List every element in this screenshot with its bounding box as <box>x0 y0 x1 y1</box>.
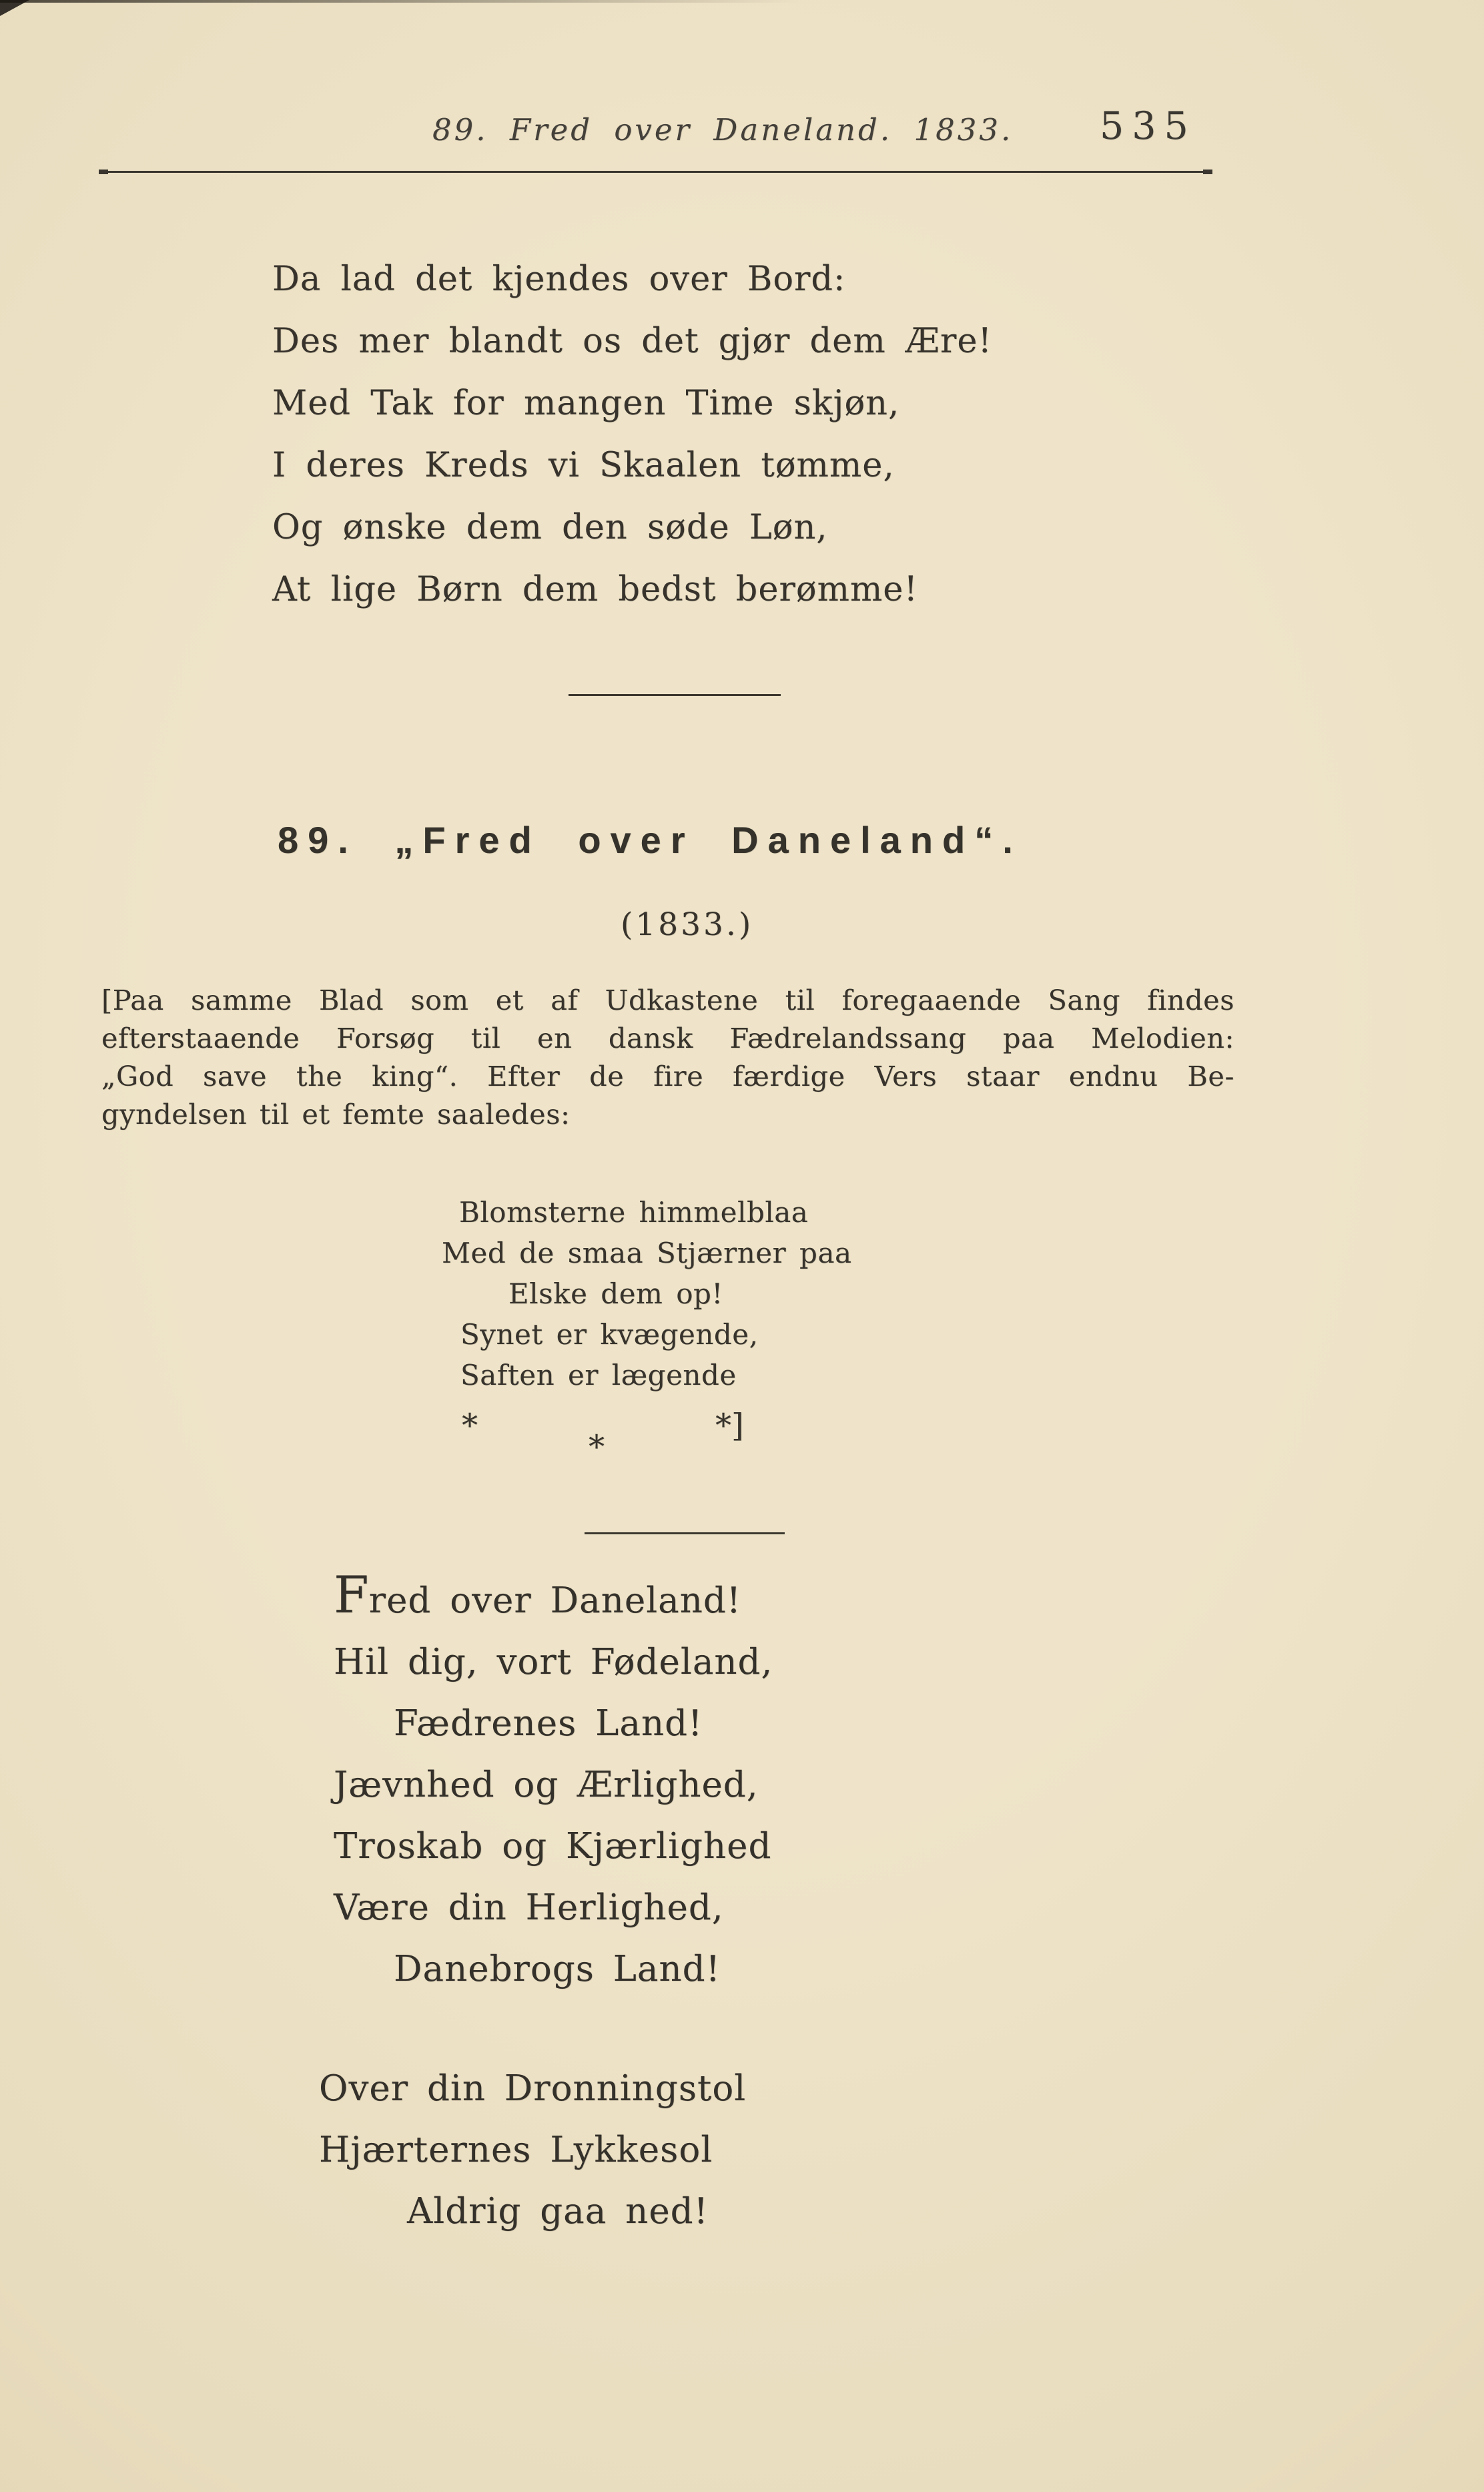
main-poem-stanza-1 <box>334 1564 773 2000</box>
previous-song-stanza <box>272 248 992 621</box>
poem-line: Over din Dronningstol <box>319 2068 747 2109</box>
song-year: (1833.) <box>621 906 754 943</box>
poem-line: Hil dig, vort Fødeland, <box>334 1642 773 1682</box>
asterisk: * <box>589 1428 605 1466</box>
draft-verse <box>442 1192 852 1395</box>
poem-line: Des mer blandt os det gjør dem Ære! <box>272 322 993 361</box>
poem-line: Blomsterne himmelblaa <box>459 1196 809 1229</box>
poem-line: Aldrig gaa ned! <box>407 2191 709 2232</box>
editorial-note <box>101 981 1234 1133</box>
poem-line: Da lad det kjendes over Bord: <box>272 260 846 299</box>
poem-line-first <box>334 1564 773 1632</box>
running-header-title: 89. Fred over Daneland. 1833. <box>432 112 1014 147</box>
poem-line: Elske dem op! <box>508 1277 723 1310</box>
initial-capital: F <box>334 1565 369 1624</box>
poem-line: Jævnhed og Ærlighed, <box>334 1765 759 1805</box>
poem-line: I deres Kreds vi Skaalen tømme, <box>272 446 895 485</box>
asterisk: * <box>462 1407 478 1444</box>
asterisk-bracket: *] <box>715 1407 744 1444</box>
poem-line: Danebrogs Land! <box>394 1949 721 1989</box>
poem-line: Og ønske dem den søde Løn, <box>272 508 828 547</box>
song-title: 89. „Fred over Daneland“. <box>278 819 1022 861</box>
poem-line: Hjærternes Lykkesol <box>319 2130 713 2170</box>
poem-line: Fædrenes Land! <box>394 1703 703 1744</box>
poem-line: Troskab og Kjærlighed <box>334 1826 772 1867</box>
poem-line: Med Tak for mangen Time skjøn, <box>272 384 900 423</box>
scan-edge-shadow <box>0 0 801 3</box>
note-line: „God save the king“. Efter de fire færdige Vers staar endnu Be- <box>101 1060 1234 1093</box>
poem-line: Saften er lægende <box>460 1359 737 1391</box>
note-line: gyndelsen til et femte saaledes: <box>101 1098 571 1131</box>
main-poem-stanza-2 <box>319 2058 746 2242</box>
poem-line: Med de smaa Stjærner paa <box>442 1237 852 1269</box>
poem-line: Være din Herlighed, <box>334 1887 724 1928</box>
section-divider <box>569 694 781 696</box>
poem-line: At lige Børn dem bedst berømme! <box>272 570 918 609</box>
section-divider <box>585 1532 785 1534</box>
poem-line: Synet er kvægende, <box>460 1318 759 1351</box>
header-rule <box>100 171 1211 173</box>
asterism <box>462 1407 755 1467</box>
note-line: [Paa samme Blad som et af Udkastene til foregaaende Sang findes <box>101 984 1234 1016</box>
note-line: efterstaaende Forsøg til en dansk Fædrelandssang paa Melodien: <box>101 1022 1234 1054</box>
page-number: 535 <box>1100 104 1196 148</box>
poem-line-rest: red over Daneland! <box>368 1580 742 1621</box>
